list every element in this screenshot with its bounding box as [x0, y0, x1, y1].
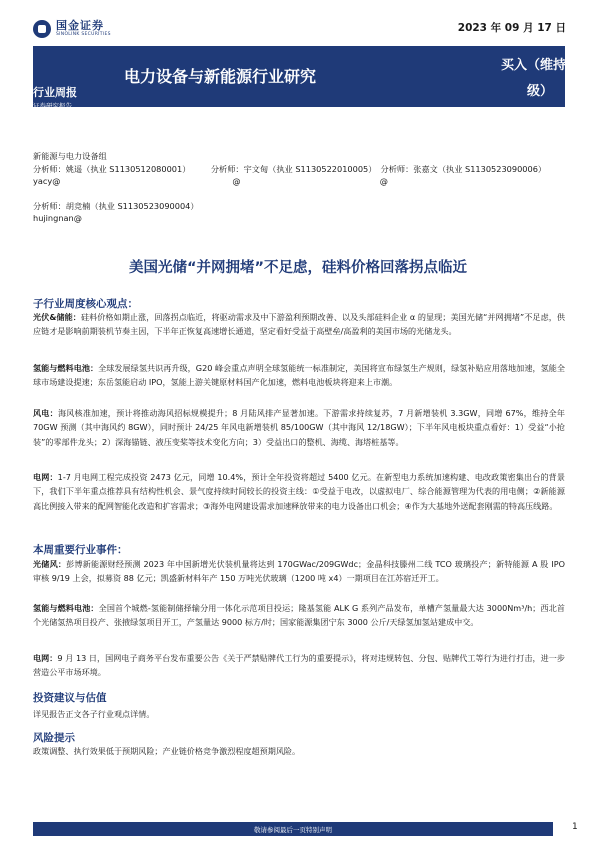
- section-title-events: 本周重要行业事件：: [33, 544, 128, 556]
- paragraph-ev-pv: [33, 557, 565, 586]
- text-ev-grid: 9 月 13 日，国网电子商务平台发布重要公告《关于严禁贴牌代工行为的重要提示》，将对违规转包、分包、贴牌代工等行为进行打击，进一步营造公平市场环境。: [33, 653, 565, 678]
- rating-badge: 买入（维持评级）: [500, 58, 579, 99]
- label-h2: 氢能与燃料电池：: [33, 363, 99, 373]
- label-grid: 电网：: [33, 472, 58, 482]
- paragraph-risk: 政策调整、执行效果低于预期风险；产业链价格竞争激烈程度超预期风险。: [33, 746, 301, 756]
- section-title-views: 子行业周度核心观点：: [33, 298, 138, 310]
- text-ev-pv: 彭博新能源财经预测 2023 年中国新增光伏装机量将达到 170GWac/209GWdc；金晶科技滕州二线 TCO 玻璃投产；新特能源 A 股 IPO 审核 9/19 上会，拟募资 88 亿元；凯盛新材料年产 150 万吨光伏玻璃（1200 吨 x4）一期项目在江苏宿迁开工。: [33, 559, 565, 584]
- paragraph-ev-h2: [33, 601, 565, 630]
- report-headline: 美国光储“并网拥堵”不足虑，硅料价格回落拐点临近: [128, 260, 468, 276]
- report-date: 2023 年 09 月 17 日: [457, 22, 566, 34]
- paragraph-invest: 详见报告正文各子行业观点详情。: [33, 709, 155, 719]
- section-title-risk: 风险提示: [33, 732, 75, 744]
- logo-cn-text: 国金证券: [56, 19, 104, 33]
- logo-en-text: SINOLINK SECURITIES: [56, 32, 111, 38]
- page-number: 1: [572, 822, 578, 832]
- label-ev-h2: 氢能与燃料电池：: [33, 603, 99, 613]
- label-pv: 光伏&储能：: [33, 312, 81, 322]
- text-h2: 全球发展绿氢共识再升级，G20 峰会重点声明全球氢能统一标准制定，美国将宣布绿氢生产规则，绿氢补贴应用落地加速，氢能全球市场建设提速；东岳氢能启动 IPO，氢能上游关键原材料国产化加速，燃料电池板块将迎来上市潮。: [33, 363, 565, 388]
- analyst-line-3: 分析师：胡竞楠（执业 S1130523090004）: [33, 200, 199, 211]
- paragraph-ev-grid: [33, 651, 565, 680]
- report-title: 电力设备与新能源行业研究: [123, 67, 316, 86]
- paragraph-wind: [33, 406, 565, 449]
- paragraph-h2: [33, 361, 565, 390]
- report-subtype: 证券研究报告: [33, 102, 72, 110]
- text-wind: 海风核准加速，预计将推动海风招标规模提升；8 月陆风排产显著加速。下游需求持续复苏，7 月新增装机 3.3GW，同增 67%，维持全年 70GW 预测（其中海风约 8GW），同时预计 24/25 年风电新增装机 85/100GW（其中海风 12/18GW）；下半年风电板块重点看好：1）受益“小抢装”的零部件龙头；2）深海锚链、液压变桨等技术变化方向；3）受益出口的整机、海缆、海塔桩基等。: [33, 408, 565, 447]
- label-wind: 风电：: [33, 408, 58, 418]
- analyst-line-2: yacy@ @ @: [33, 176, 388, 186]
- text-pv: 硅料价格如期止涨，回落拐点临近，将驱动需求及中下游盈利预期改善、以及头部硅料企业 α 的显现；美国光储“并网拥堵”不足虑，供应链才是影响前期装机节奏主因，下半年正恢复高速增长通道，坚定看好受益于高壁垒/高盈利的美国市场的光储龙头。: [33, 312, 566, 337]
- analyst-group: 新能源与电力设备组: [33, 151, 107, 161]
- company-logo: [33, 16, 111, 42]
- analyst-line-1: 分析师：姚遥（执业 S1130512080001） 分析师：宇文甸（执业 S1130522010005） 分析师：张嘉文（执业 S1130523090006）: [33, 163, 547, 174]
- label-ev-grid: 电网：: [33, 653, 58, 663]
- label-ev-pv: 光储风：: [33, 559, 67, 569]
- footer-disclaimer: 敬请参阅最后一页特别声明: [254, 826, 332, 834]
- analyst-block: [33, 150, 573, 225]
- paragraph-grid: [33, 470, 565, 513]
- section-title-invest: 投资建议与估值: [33, 692, 107, 704]
- report-type: 行业周报: [33, 86, 77, 99]
- analyst-line-4: hujingnan@: [33, 213, 82, 223]
- sinolink-logo-icon: [33, 20, 51, 38]
- paragraph-pv: [33, 310, 565, 339]
- text-ev-h2: 全国首个城燃-氢能制储择输分用一体化示范项目投运；隆基氢能 ALK G 系列产品发布，单槽产氢量最大达 3000Nm³/h；西北首个光储氢热项目投产、张掖绿氢项目开工，产氢量达 9000 标方/时；国家能源集团宁东 3000 公斤/天绿氢加氢站建成中交。: [33, 603, 565, 628]
- text-grid: 1-7 月电网工程完成投资 2473 亿元，同增 10.4%，预计全年投资将超过 5400 亿元。在新型电力系统加速构建、电改政策密集出台的背景下，我们下半年重点推荐具有结构性机会、景气度持续时间较长的投资主线：①受益于电改，以虚拟电厂、综合能源管理为代表的用电侧；②新能源高比例接入带来的配网智能化改造和扩容需求；③海外电网建设需求加速释放带来的电力设备出口机会；④作为大基地外送配套刚需的特高压线路。: [33, 472, 565, 511]
